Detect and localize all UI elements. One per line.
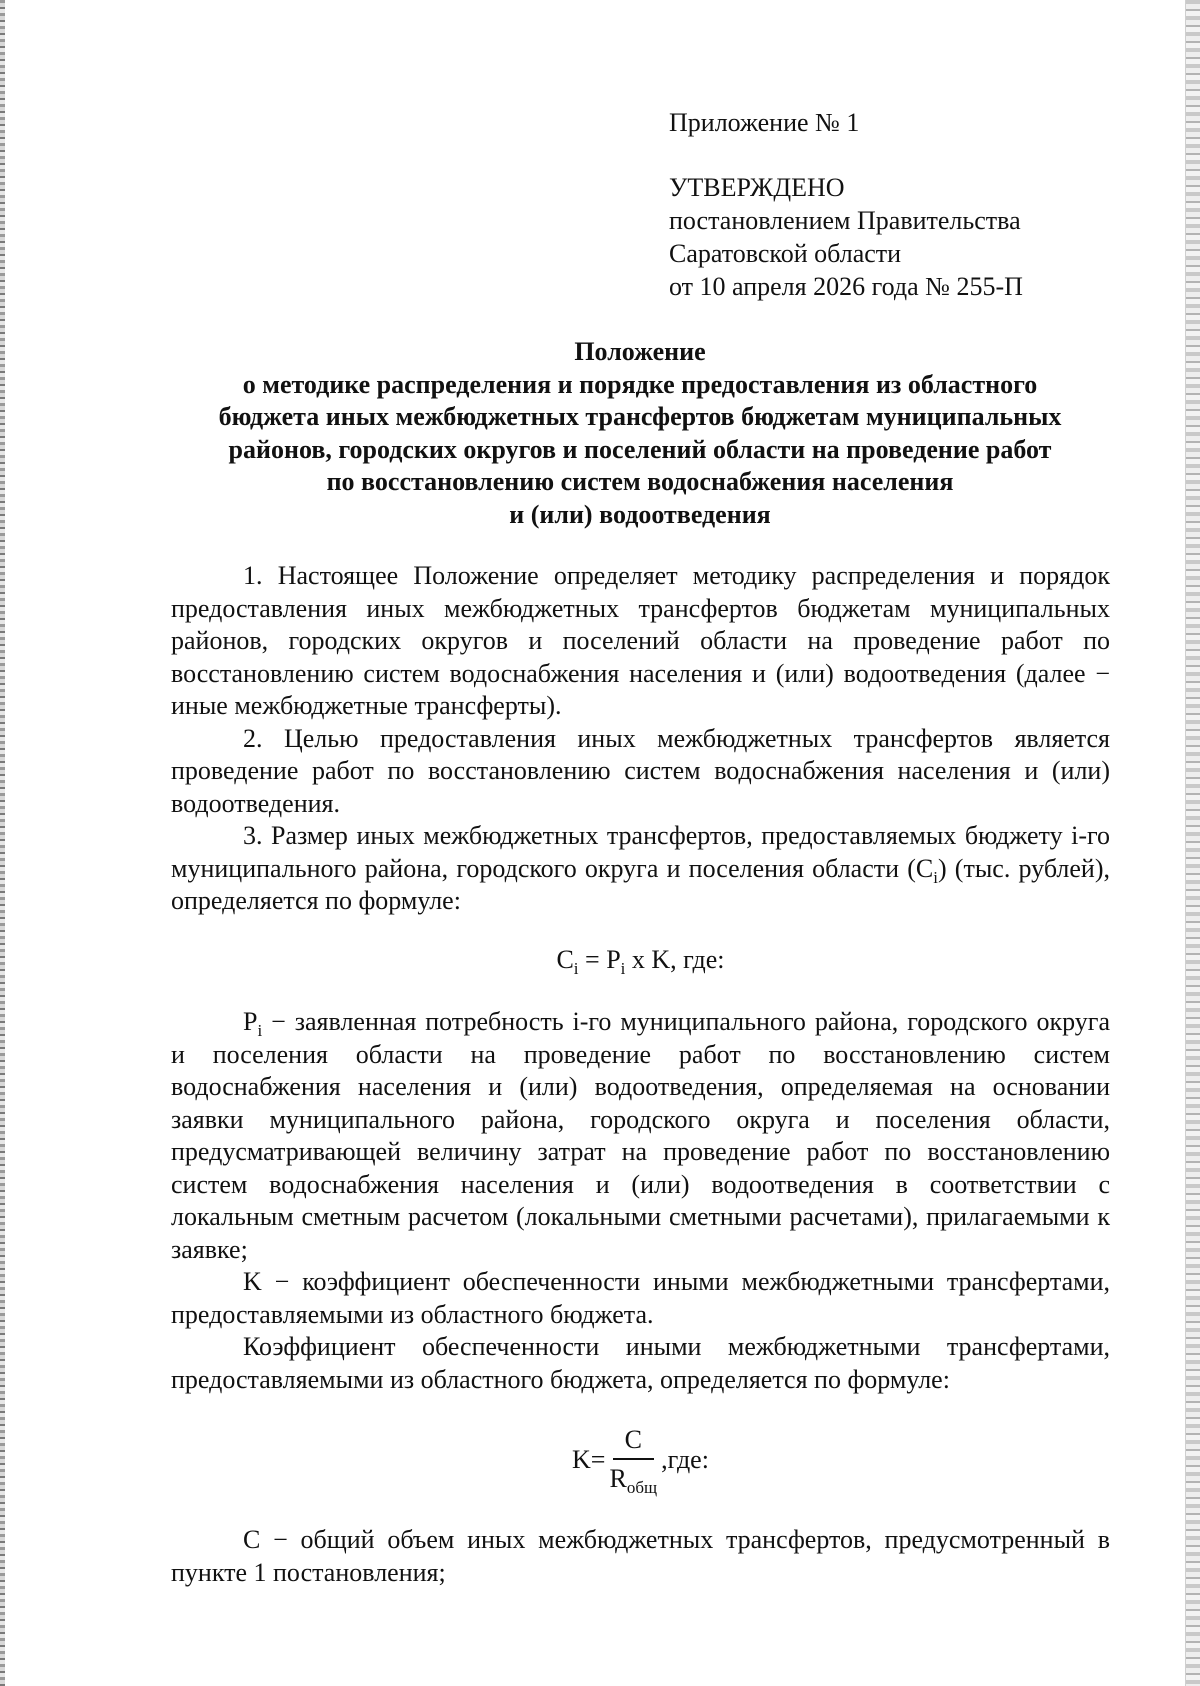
- paragraph-3: [171, 820, 1110, 918]
- formula-k: [171, 1420, 1110, 1500]
- subscript: i: [620, 958, 626, 978]
- definition-c: C − общий объем иных межбюджетных трансфертов, предусмотренный в пункте 1 постановления;: [171, 1525, 1110, 1587]
- scan-edge-left: [0, 0, 5, 1686]
- paragraph-1: 1. Настоящее Положение определяет методику распределения и порядок предоставления иных межбюджетных трансфертов бюджетам муниципальных районов, городских округов и поселений области на проведение работ по восстановлению систем водоснабжения населения и (или) водоотведения (далее − иные межбюджетные трансферты).: [171, 561, 1110, 720]
- formula-symbol: R: [609, 1464, 627, 1493]
- scan-edge-right: [1186, 0, 1200, 1686]
- paragraph-2: 2. Целью предоставления иных межбюджетных трансфертов является проведение работ по восстановлению систем водоснабжения населения и (или) водоотведения.: [171, 723, 1110, 818]
- subscript: общ: [626, 1478, 658, 1498]
- paragraph-3-end: ) (тыс. рублей), определяется по формуле:: [171, 853, 1110, 915]
- subscript: i: [573, 958, 579, 978]
- approval-block: [669, 106, 1023, 303]
- formula-lhs: K=: [572, 1444, 606, 1474]
- formula-symbol: C: [556, 944, 574, 974]
- approved-label: УТВЕРЖДЕНО: [669, 173, 845, 202]
- title-line: по восстановлению систем водоснабжения населения: [326, 467, 954, 496]
- definition-k: K − коэффициент обеспеченности иными межбюджетными трансфертами, предоставляемыми из областного бюджета.: [171, 1267, 1110, 1329]
- title-line: бюджета иных межбюджетных трансфертов бюджетам муниципальных: [218, 402, 1062, 431]
- appendix-label: Приложение № 1: [669, 108, 860, 137]
- title-line: о методике распределения и порядке предоставления из областного: [242, 369, 1038, 399]
- approval-date: от 10 апреля 2026 года № 255-П: [669, 272, 1023, 301]
- formula-part: = P: [578, 944, 621, 974]
- approval-line: Саратовской области: [669, 239, 902, 268]
- formula-part: x K, где:: [625, 944, 725, 974]
- definition-text: − заявленная потребность i-го муниципального района, городского округа и поселения области на проведение работ по восстановлению систем водоснабжения населения и (или) водоотведения, определяемая на основании заявки муниципального района, городского округа и поселения области, предусматривающей величину затрат на проведение работ по восстановлению систем водоснабжения населения и (или) водоотведения в соответствии с локальным сметным расчетом (локальными сметными расчетами), прилагаемыми к заявке;: [171, 1007, 1110, 1264]
- title-line: районов, городских округов и поселений области на проведение работ: [228, 434, 1052, 464]
- approval-line: постановлением Правительства: [669, 206, 1021, 235]
- definition-pi: [171, 1006, 1110, 1266]
- paragraph-coefficient: Коэффициент обеспеченности иными межбюджетными трансфертами, предоставляемыми из областного бюджета, определяется по формуле:: [171, 1332, 1110, 1394]
- fraction: [609, 1422, 657, 1498]
- title-heading: Положение: [574, 337, 706, 366]
- scan-edge-line: [1185, 0, 1186, 1686]
- fraction-denominator: [609, 1460, 657, 1498]
- spacer: [669, 139, 1023, 171]
- formula-symbol: P: [243, 1007, 258, 1036]
- document-body: [171, 560, 1110, 1589]
- document-title: [150, 336, 1130, 531]
- subscript: i: [257, 1021, 263, 1041]
- subscript: i: [933, 867, 938, 887]
- formula-ci: [171, 944, 1110, 977]
- paragraph-3-text: 3. Размер иных межбюджетных трансфертов, предоставляемых бюджету i-го муниципального района, городского округа и поселения области (C: [171, 821, 1110, 883]
- fraction-numerator: C: [613, 1422, 654, 1460]
- title-line: и (или) водоотведения: [509, 499, 771, 529]
- formula-rest: ,где:: [661, 1444, 709, 1474]
